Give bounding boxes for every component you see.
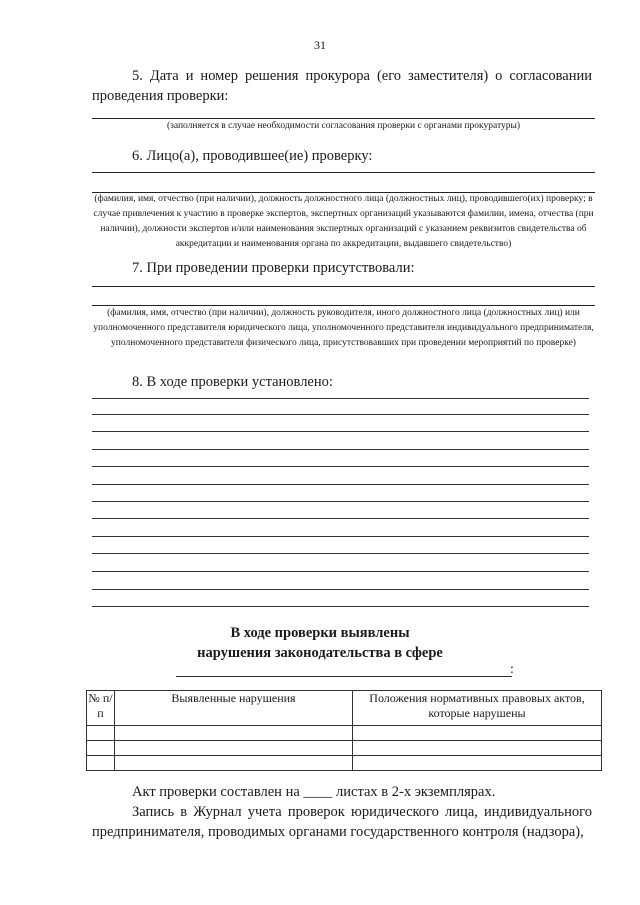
findings-line bbox=[92, 414, 589, 415]
findings-line bbox=[92, 606, 589, 607]
section-7-text: 7. При проведении проверки присутствовали: bbox=[132, 260, 415, 276]
fill-line bbox=[92, 172, 595, 173]
journal-record-text: Запись в Журнал учета проверок юридического лица, индивидуального предпринимателя, проводимых органами государственного контроля (надзора), bbox=[92, 804, 592, 840]
table-row bbox=[87, 726, 602, 741]
findings-line bbox=[92, 398, 589, 399]
table-row bbox=[87, 741, 602, 756]
table-cell bbox=[115, 741, 353, 756]
sphere-fill-line bbox=[176, 676, 512, 677]
section-8-text: 8. В ходе проверки установлено: bbox=[132, 374, 333, 390]
table-cell bbox=[87, 741, 115, 756]
section-6-note: (фамилия, имя, отчество (при наличии), должность должностного лица (должностных лиц), проводившего(их) проверку; в случае привлечения к участию в проверке экспертов, экспертных организаций указываются фамилии, имена, отчества (при наличии), должности экспертов и/или наименования экспертных организаций с указанием реквизитов свидетельства об аккредитации и наименования органа по аккредитации, выдавшего свидетельство) bbox=[93, 194, 594, 249]
findings-line bbox=[92, 501, 589, 502]
findings-line bbox=[92, 589, 589, 590]
findings-line bbox=[92, 518, 589, 519]
violations-heading-line-1: В ходе проверки выявлены bbox=[230, 625, 410, 641]
section-7-note: (фамилия, имя, отчество (при наличии), должность руководителя, иного должностного лица (должностных лиц) или уполномоченного представителя юридического лица, уполномоченного представителя индивидуального предпринимателя, уполномоченного представителя физического лица, присутствовавших при проведении мероприятий по проверке) bbox=[93, 308, 594, 348]
findings-line bbox=[92, 466, 589, 467]
act-pages-text: Акт проверки составлен на ____ листах в 2-х экземплярах. bbox=[132, 784, 496, 800]
section-6-text: 6. Лицо(а), проводившее(ие) проверку: bbox=[132, 148, 373, 164]
table-cell bbox=[115, 726, 353, 741]
violations-heading-line-2: нарушения законодательства в сфере bbox=[197, 645, 443, 661]
findings-line bbox=[92, 431, 589, 432]
col-violations-header: Выявленные нарушения bbox=[115, 691, 353, 726]
table-row bbox=[87, 756, 602, 771]
findings-line bbox=[92, 449, 589, 450]
table-cell bbox=[353, 741, 602, 756]
findings-line bbox=[92, 571, 589, 572]
table-cell bbox=[353, 756, 602, 771]
table-cell bbox=[87, 756, 115, 771]
sphere-colon: : bbox=[510, 662, 514, 677]
findings-line bbox=[92, 553, 589, 554]
col-number-header: № п/п bbox=[87, 691, 115, 726]
findings-line bbox=[92, 536, 589, 537]
section-5-text: 5. Дата и номер решения прокурора (его заместителя) о согласовании проведения проверки: bbox=[92, 68, 592, 104]
fill-line bbox=[92, 286, 595, 287]
page-number: 31 bbox=[314, 38, 326, 52]
col-provisions-header: Положения нормативных правовых актов, которые нарушены bbox=[353, 691, 602, 726]
findings-line bbox=[92, 484, 589, 485]
table-cell bbox=[87, 726, 115, 741]
table-cell bbox=[115, 756, 353, 771]
section-5-note: (заполняется в случае необходимости согласования проверки с органами прокуратуры) bbox=[166, 121, 521, 131]
table-header-row bbox=[87, 691, 602, 726]
violations-table bbox=[86, 690, 602, 771]
table-cell bbox=[353, 726, 602, 741]
